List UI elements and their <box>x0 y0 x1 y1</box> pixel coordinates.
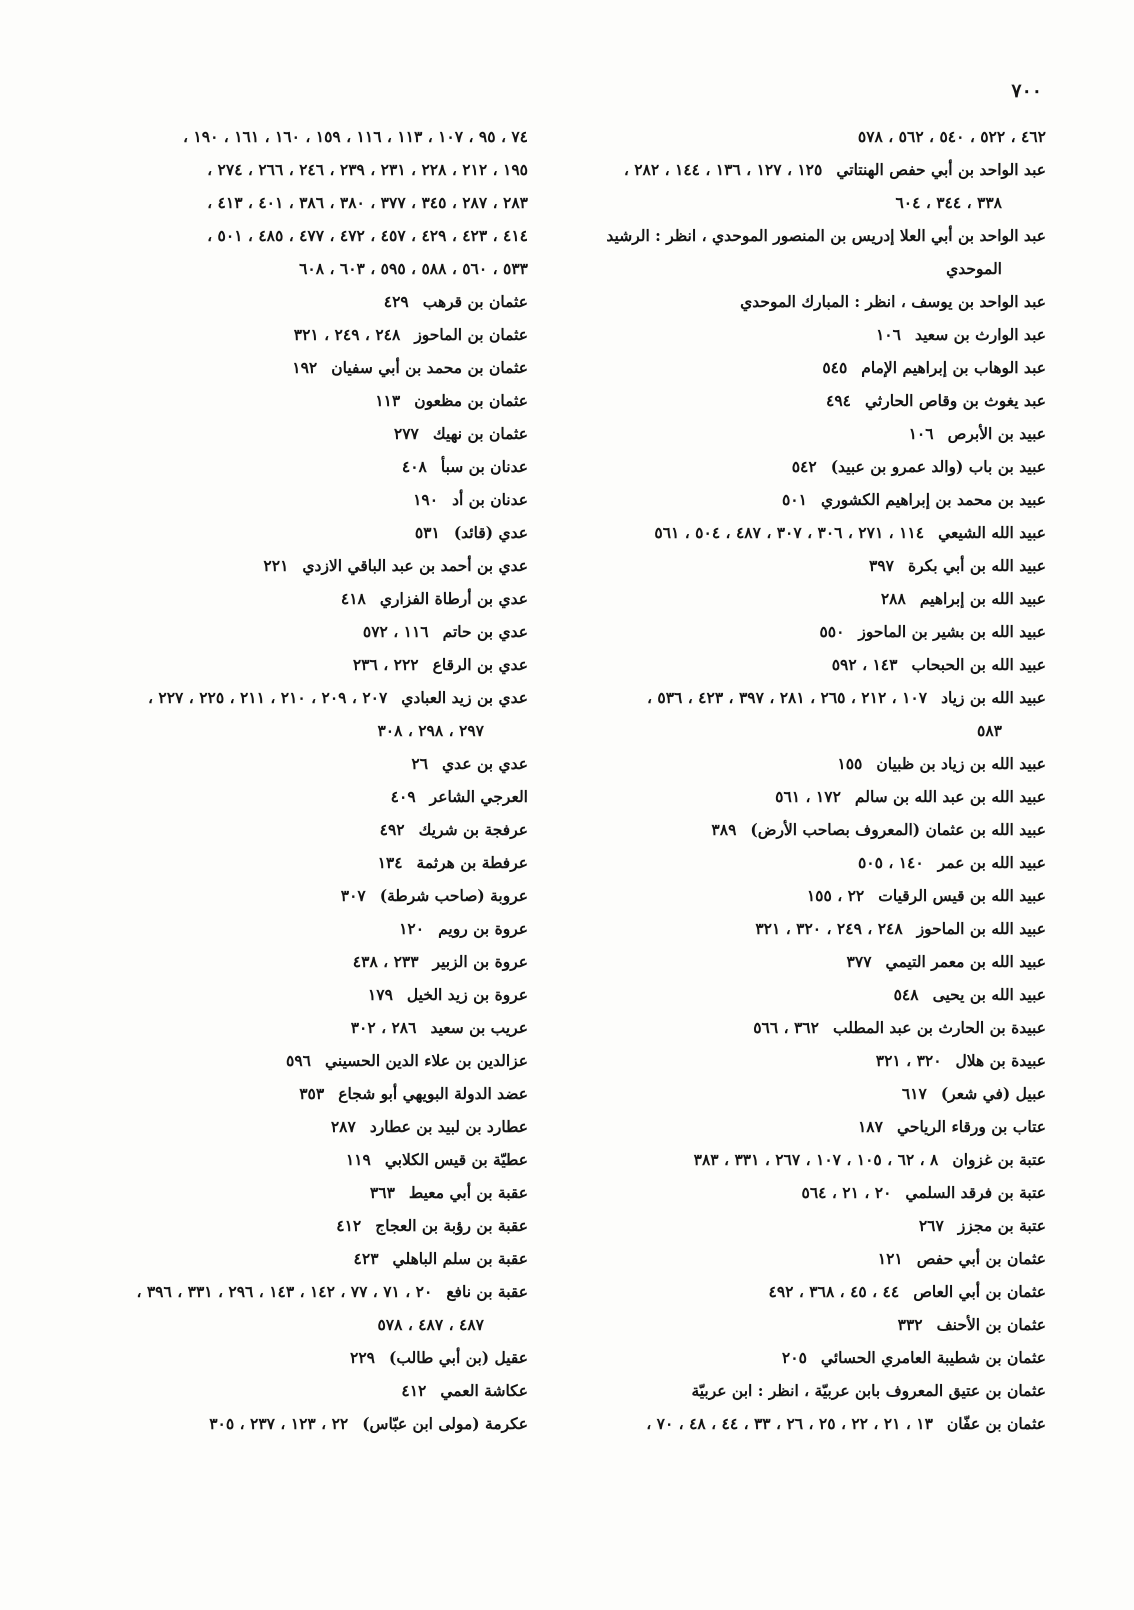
entry-name: عدي بن حاتم <box>442 622 528 641</box>
index-entry <box>576 1077 1046 1110</box>
entry-name: عبد يغوث بن وقاص الحارثي <box>865 391 1046 410</box>
entry-name: عقيل (بن أبي طالب) <box>388 1348 528 1367</box>
entry-name: عبيد الله بن بشير بن الماحوز <box>858 622 1046 641</box>
index-entry <box>28 252 528 285</box>
entry-name: عبيد الله بن الماحوز <box>916 919 1046 938</box>
index-entry <box>28 1044 528 1077</box>
entry-name: عبيد الله بن معمر التيمي <box>885 952 1046 971</box>
entry-page-numbers: ٥٠١ <box>781 490 807 509</box>
index-entry <box>28 1143 528 1176</box>
entry-page-numbers: ١٤٠ ، ٥٠٥ <box>857 853 924 872</box>
entry-page-numbers: ١٩٢ <box>292 358 318 377</box>
index-entry <box>28 747 528 780</box>
index-entry <box>576 120 1046 153</box>
index-entry <box>576 978 1046 1011</box>
entry-name: عدي بن زيد العبادي <box>401 688 528 707</box>
entry-page-numbers: ٥٤٥ <box>822 358 848 377</box>
index-entry <box>576 318 1046 351</box>
index-entry <box>576 945 1046 978</box>
entry-page-numbers: ٥٥٠ <box>819 622 845 641</box>
index-entry <box>576 1110 1046 1143</box>
entry-name: عقبة بن رؤبة بن العجاج <box>375 1216 528 1235</box>
entry-page-numbers: ٢٨٦ ، ٣٠٢ <box>350 1018 417 1037</box>
entry-continuation: ٥٨٣ <box>977 721 1002 740</box>
entry-page-numbers: ٢٨٧ <box>330 1117 356 1136</box>
index-entry <box>576 1143 1046 1176</box>
index-entry <box>576 912 1046 945</box>
entry-page-numbers: ٦١٧ <box>901 1084 927 1103</box>
index-entry <box>576 384 1046 417</box>
entry-page-numbers: ١١٦ ، ٥٧٢ <box>362 622 429 641</box>
entry-page-numbers: ٢٨٣ ، ٢٨٧ ، ٣٤٥ ، ٣٧٧ ، ٣٨٠ ، ٣٨٦ ، ٤٠١ ، ٤١٣ ، <box>207 193 528 212</box>
entry-page-numbers: ٤٩٢ <box>379 820 405 839</box>
entry-name: عبيد الله بن يحيى <box>932 985 1046 1004</box>
entry-name: عبيد الله بن زياد <box>941 688 1046 707</box>
index-entry <box>576 582 1046 615</box>
entry-page-numbers: ٢٠٥ <box>781 1348 807 1367</box>
entry-name: عدنان بن أد <box>452 490 528 509</box>
entry-page-numbers: ٤٠٩ <box>390 787 416 806</box>
entry-page-numbers: ٧٤ ، ٩٥ ، ١٠٧ ، ١١٣ ، ١١٦ ، ١٥٩ ، ١٦٠ ، ١٦١ ، ١٩٠ ، <box>183 127 528 146</box>
entry-name: عثمان بن محمد بن أبي سفيان <box>331 358 528 377</box>
entry-page-numbers: ٢٨٨ <box>880 589 906 608</box>
entry-page-numbers: ٢٤٨ ، ٢٤٩ ، ٣٢٠ ، ٣٢١ <box>755 919 903 938</box>
entry-name: عقبة بن سلم الباهلي <box>392 1249 528 1268</box>
entry-page-numbers: ٥٤٢ <box>791 457 817 476</box>
entry-page-numbers: ١١٣ <box>375 391 401 410</box>
index-entry <box>28 846 528 879</box>
index-entry <box>28 813 528 846</box>
entry-name: عثمان بن نهيك <box>432 424 528 443</box>
entry-name: عبد الوارث بن سعيد <box>914 325 1046 344</box>
index-entry <box>28 384 528 417</box>
entry-name: عدي بن الرقاع <box>432 655 528 674</box>
entry-page-numbers <box>677 1381 691 1400</box>
index-entry <box>28 1209 528 1242</box>
entry-page-numbers <box>592 226 606 245</box>
index-entry <box>576 1242 1046 1275</box>
entry-page-numbers: ٣٦٢ ، ٥٦٦ <box>753 1018 819 1037</box>
entry-name: عبيدة بن هلال <box>955 1051 1046 1070</box>
index-entry <box>28 120 528 153</box>
entry-name: عبيد الله بن قيس الرقيات <box>878 886 1046 905</box>
entry-page-numbers: ٤١٤ ، ٤٢٣ ، ٤٢٩ ، ٤٥٧ ، ٤٧٢ ، ٤٧٧ ، ٤٨٥ ، ٥٠١ ، <box>207 226 528 245</box>
index-entry <box>576 351 1046 384</box>
entry-name: عتبة بن فرقد السلمي <box>905 1183 1046 1202</box>
entry-page-numbers: ٢٧٧ <box>393 424 419 443</box>
entry-page-numbers: ٣٥٣ <box>299 1084 325 1103</box>
index-entry <box>576 681 1046 747</box>
entry-page-numbers: ٤٢٣ <box>353 1249 379 1268</box>
entry-page-numbers: ٢٢٢ ، ٢٣٦ <box>352 655 419 674</box>
entry-name: عبيد الله بن عبد الله بن سالم <box>854 787 1046 806</box>
index-entry <box>28 1407 528 1440</box>
entry-page-numbers: ٢٦٧ <box>918 1216 944 1235</box>
entry-page-numbers: ٢٠ ، ٢١ ، ٥٦٤ <box>801 1183 892 1202</box>
entry-page-numbers: ١٣ ، ٢١ ، ٢٢ ، ٢٥ ، ٢٦ ، ٣٣ ، ٤٤ ، ٤٨ ، ٧٠ ، <box>646 1414 933 1433</box>
index-entry <box>576 1209 1046 1242</box>
index-entry <box>28 318 528 351</box>
entry-name: عثمان بن الأحنف <box>936 1315 1046 1334</box>
index-entry <box>28 582 528 615</box>
entry-name: عثمان بن أبي العاص <box>913 1282 1046 1301</box>
entry-page-numbers: ٣٠٧ <box>340 886 366 905</box>
entry-page-numbers: ٤١٢ <box>401 1381 427 1400</box>
entry-page-numbers: ١٧٢ ، ٥٦١ <box>775 787 841 806</box>
entry-page-numbers: ٣٦٣ <box>369 1183 395 1202</box>
entry-page-numbers <box>726 292 740 311</box>
entry-name: عبيد الله بن عمر <box>937 853 1046 872</box>
entry-name: عروة بن رويم <box>438 919 528 938</box>
entry-name: عزالدين بن علاء الدين الحسيني <box>325 1051 528 1070</box>
entry-continuation: ٤٨٧ ، ٤٨٧ ، ٥٧٨ <box>377 1315 484 1334</box>
index-entry <box>28 945 528 978</box>
entry-page-numbers: ٤٢٩ <box>383 292 409 311</box>
entry-page-numbers: ١٠٦ <box>908 424 934 443</box>
entry-page-numbers: ٤٩٤ <box>826 391 852 410</box>
entry-name: عثمان بن شطيبة العامري الحسائي <box>820 1348 1046 1367</box>
index-entry <box>28 483 528 516</box>
entry-name: عبد الوهاب بن إبراهيم الإمام <box>861 358 1046 377</box>
entry-page-numbers: ٥٣٣ ، ٥٦٠ ، ٥٨٨ ، ٥٩٥ ، ٦٠٣ ، ٦٠٨ <box>299 259 528 278</box>
page-number: ٧٠٠ <box>1011 80 1042 102</box>
entry-name: عريب بن سعيد <box>430 1018 528 1037</box>
entry-name: عرفجة بن شريك <box>418 820 528 839</box>
index-entry <box>576 417 1046 450</box>
index-entry <box>576 1308 1046 1341</box>
index-entry <box>28 549 528 582</box>
entry-page-numbers: ٥٤٨ <box>893 985 919 1004</box>
index-entry <box>28 351 528 384</box>
entry-page-numbers: ١٥٥ <box>837 754 863 773</box>
entry-page-numbers: ٤٠٨ <box>401 457 427 476</box>
entry-name: عبد الواحد بن أبي حفص الهنتاتي <box>836 160 1046 179</box>
entry-name: عبيد الله بن أبي بكرة <box>908 556 1046 575</box>
index-entry <box>576 747 1046 780</box>
entry-page-numbers: ٢٢٩ <box>350 1348 375 1367</box>
index-entry <box>28 1011 528 1044</box>
entry-name: عدي بن أرطاة الفزاري <box>379 589 528 608</box>
index-entry <box>576 153 1046 219</box>
entry-continuation: ٣٣٨ ، ٣٤٤ ، ٦٠٤ <box>895 193 1002 212</box>
entry-name: عقبة بن أبي معيط <box>408 1183 528 1202</box>
entry-page-numbers: ٢٤٨ ، ٢٤٩ ، ٣٢١ <box>293 325 401 344</box>
index-entry <box>576 1011 1046 1044</box>
entry-page-numbers: ٢٢١ <box>263 556 289 575</box>
entry-name: عدي بن عدي <box>442 754 528 773</box>
index-entry <box>576 1341 1046 1374</box>
entry-page-numbers: ١٨٧ <box>857 1117 883 1136</box>
entry-name: عقبة بن نافع <box>446 1282 528 1301</box>
entry-name: عدي بن أحمد بن عبد الباقي الازدي <box>302 556 528 575</box>
entry-name: عبد الواحد بن أبي العلا إدريس بن المنصور الموحدي ، انظر : الرشيد <box>606 226 1046 245</box>
entry-name: عطيّة بن قيس الكلابي <box>384 1150 528 1169</box>
index-entry <box>576 1176 1046 1209</box>
entry-page-numbers: ٢٣٣ ، ٤٣٨ <box>352 952 419 971</box>
entry-page-numbers: ٢٠٧ ، ٢٠٩ ، ٢١٠ ، ٢١١ ، ٢٢٥ ، ٢٢٧ ، <box>148 688 388 707</box>
entry-name: عروة بن زيد الخيل <box>406 985 528 1004</box>
index-entry <box>28 681 528 747</box>
entry-name: عثمان بن مظعون <box>414 391 528 410</box>
entry-name: عثمان بن أبي حفص <box>916 1249 1046 1268</box>
index-entry <box>28 978 528 1011</box>
index-entry <box>28 912 528 945</box>
entry-name: عبيد بن محمد بن إبراهيم الكشوري <box>820 490 1046 509</box>
entry-name: عتاب بن ورقاء الرياحي <box>896 1117 1046 1136</box>
entry-page-numbers: ٣٩٧ <box>869 556 894 575</box>
index-entry <box>576 615 1046 648</box>
index-entry <box>576 219 1046 285</box>
index-column-left <box>28 120 528 1440</box>
entry-name: عبد الواحد بن يوسف ، انظر : المبارك الموحدي <box>740 292 1046 311</box>
entry-page-numbers: ١١٩ <box>345 1150 371 1169</box>
index-entry <box>28 879 528 912</box>
index-entry <box>28 186 528 219</box>
entry-continuation: الموحدي <box>946 259 1002 278</box>
index-entry <box>28 1176 528 1209</box>
entry-name: عبيد بن الأبرص <box>947 424 1046 443</box>
entry-name: عطارد بن لبيد بن عطارد <box>369 1117 528 1136</box>
entry-name: عرفطة بن هرثمة <box>416 853 528 872</box>
index-entry <box>28 417 528 450</box>
index-entry <box>576 516 1046 549</box>
entry-name: عكرمة (مولى ابن عبّاس) <box>362 1414 528 1433</box>
entry-page-numbers: ٤١٨ <box>340 589 366 608</box>
entry-page-numbers: ٣٧٧ <box>846 952 872 971</box>
index-entry <box>576 1275 1046 1308</box>
entry-page-numbers: ١٠٧ ، ٢١٢ ، ٢٦٥ ، ٢٨١ ، ٣٩٧ ، ٤٢٣ ، ٥٣٦ ، <box>646 688 928 707</box>
index-entry <box>28 615 528 648</box>
entry-page-numbers: ١٢١ <box>877 1249 903 1268</box>
entry-name: عبيد الله بن عثمان (المعروف بصاحب الأرض) <box>750 820 1046 839</box>
entry-name: عبيد الله بن إبراهيم <box>919 589 1046 608</box>
index-entry <box>28 1341 528 1374</box>
entry-name: عثمان بن عفّان <box>946 1414 1046 1433</box>
entry-name: عروبة (صاحب شرطة) <box>379 886 528 905</box>
entry-name: عتبة بن مجزز <box>957 1216 1046 1235</box>
entry-page-numbers: ١٢٠ <box>399 919 425 938</box>
index-entry <box>28 1275 528 1341</box>
entry-name: العرجي الشاعر <box>429 787 528 806</box>
index-entry <box>576 1374 1046 1407</box>
index-entry <box>28 285 528 318</box>
index-entry <box>576 549 1046 582</box>
index-entry <box>28 153 528 186</box>
index-entry <box>28 1110 528 1143</box>
index-entry <box>576 846 1046 879</box>
entry-name: عبيل (في شعر) <box>940 1084 1046 1103</box>
entry-page-numbers: ٢٢ ، ١٥٥ <box>806 886 865 905</box>
entry-page-numbers: ١١٤ ، ٢٧١ ، ٣٠٦ ، ٣٠٧ ، ٤٨٧ ، ٥٠٤ ، ٥٦١ <box>654 523 925 542</box>
index-column-right <box>576 120 1046 1440</box>
entry-page-numbers: ٣٣٢ <box>897 1315 923 1334</box>
entry-name: عبيد بن باب (والد عمرو بن عبيد) <box>830 457 1046 476</box>
index-entry <box>576 1407 1046 1440</box>
entry-page-numbers: ١٩٥ ، ٢١٢ ، ٢٢٨ ، ٢٣١ ، ٢٣٩ ، ٢٤٦ ، ٢٦٦ ، ٢٧٤ ، <box>207 160 528 179</box>
index-entry <box>576 780 1046 813</box>
index-entry <box>28 780 528 813</box>
entry-name: عبيدة بن الحارث بن عبد المطلب <box>832 1018 1046 1037</box>
entry-name: عدنان بن سبأ <box>440 457 528 476</box>
entry-page-numbers: ٢٠ ، ٧١ ، ٧٧ ، ١٤٢ ، ١٤٣ ، ٢٩٦ ، ٣٣١ ، ٣٩٦ ، <box>136 1282 433 1301</box>
index-entry <box>576 648 1046 681</box>
entry-page-numbers: ١٩٠ <box>413 490 439 509</box>
entry-page-numbers: ٥٩٦ <box>286 1051 312 1070</box>
entry-page-numbers: ٣٨٩ <box>711 820 737 839</box>
entry-page-numbers: ١٢٥ ، ١٢٧ ، ١٣٦ ، ١٤٤ ، ٢٨٢ ، <box>623 160 823 179</box>
index-entry <box>28 1077 528 1110</box>
index-entry <box>576 1044 1046 1077</box>
index-entry <box>576 483 1046 516</box>
entry-name: عكاشة العمي <box>440 1381 528 1400</box>
entry-page-numbers: ١٠٦ <box>875 325 901 344</box>
entry-page-numbers: ١٣٤ <box>377 853 403 872</box>
entry-page-numbers: ٢٢ ، ١٢٣ ، ٢٣٧ ، ٣٠٥ <box>209 1414 349 1433</box>
index-entry <box>28 1374 528 1407</box>
entry-page-numbers: ٤٤ ، ٤٥ ، ٣٦٨ ، ٤٩٢ <box>768 1282 900 1301</box>
entry-name: عدي (قائد) <box>453 523 528 542</box>
index-entry <box>28 219 528 252</box>
index-entry <box>28 648 528 681</box>
entry-continuation: ٢٩٧ ، ٢٩٨ ، ٣٠٨ <box>377 721 484 740</box>
entry-name: عثمان بن قرهب <box>422 292 528 311</box>
entry-name: عضد الدولة البويهي أبو شجاع <box>338 1084 528 1103</box>
entry-page-numbers: ٣٢٠ ، ٣٢١ <box>875 1051 942 1070</box>
entry-name: عثمان بن الماحوز <box>414 325 528 344</box>
index-entry <box>576 813 1046 846</box>
entry-page-numbers: ٤٦٢ ، ٥٢٢ ، ٥٤٠ ، ٥٦٢ ، ٥٧٨ <box>857 127 1046 146</box>
index-entry <box>28 450 528 483</box>
index-entry <box>28 516 528 549</box>
entry-page-numbers: ٥٣١ <box>414 523 440 542</box>
entry-name: عروة بن الزبير <box>432 952 528 971</box>
entry-name: عبيد الله بن الحبحاب <box>911 655 1046 674</box>
entry-name: عثمان بن عتيق المعروف بابن عربيّة ، انظر : ابن عربيّة <box>691 1381 1046 1400</box>
index-entry <box>576 285 1046 318</box>
entry-page-numbers: ١٧٩ <box>367 985 393 1004</box>
index-entry <box>576 879 1046 912</box>
entry-page-numbers: ٢٦ <box>411 754 429 773</box>
entry-name: عبيد الله بن زياد بن ظبيان <box>876 754 1046 773</box>
entry-name: عتبة بن غزوان <box>952 1150 1046 1169</box>
entry-name: عبيد الله الشيعي <box>938 523 1046 542</box>
entry-page-numbers: ٤١٢ <box>336 1216 362 1235</box>
index-entry <box>576 450 1046 483</box>
entry-page-numbers: ٨ ، ٦٢ ، ١٠٥ ، ١٠٧ ، ٢٦٧ ، ٣٣١ ، ٣٨٣ <box>693 1150 939 1169</box>
index-entry <box>28 1242 528 1275</box>
entry-page-numbers: ١٤٣ ، ٥٩٢ <box>831 655 898 674</box>
